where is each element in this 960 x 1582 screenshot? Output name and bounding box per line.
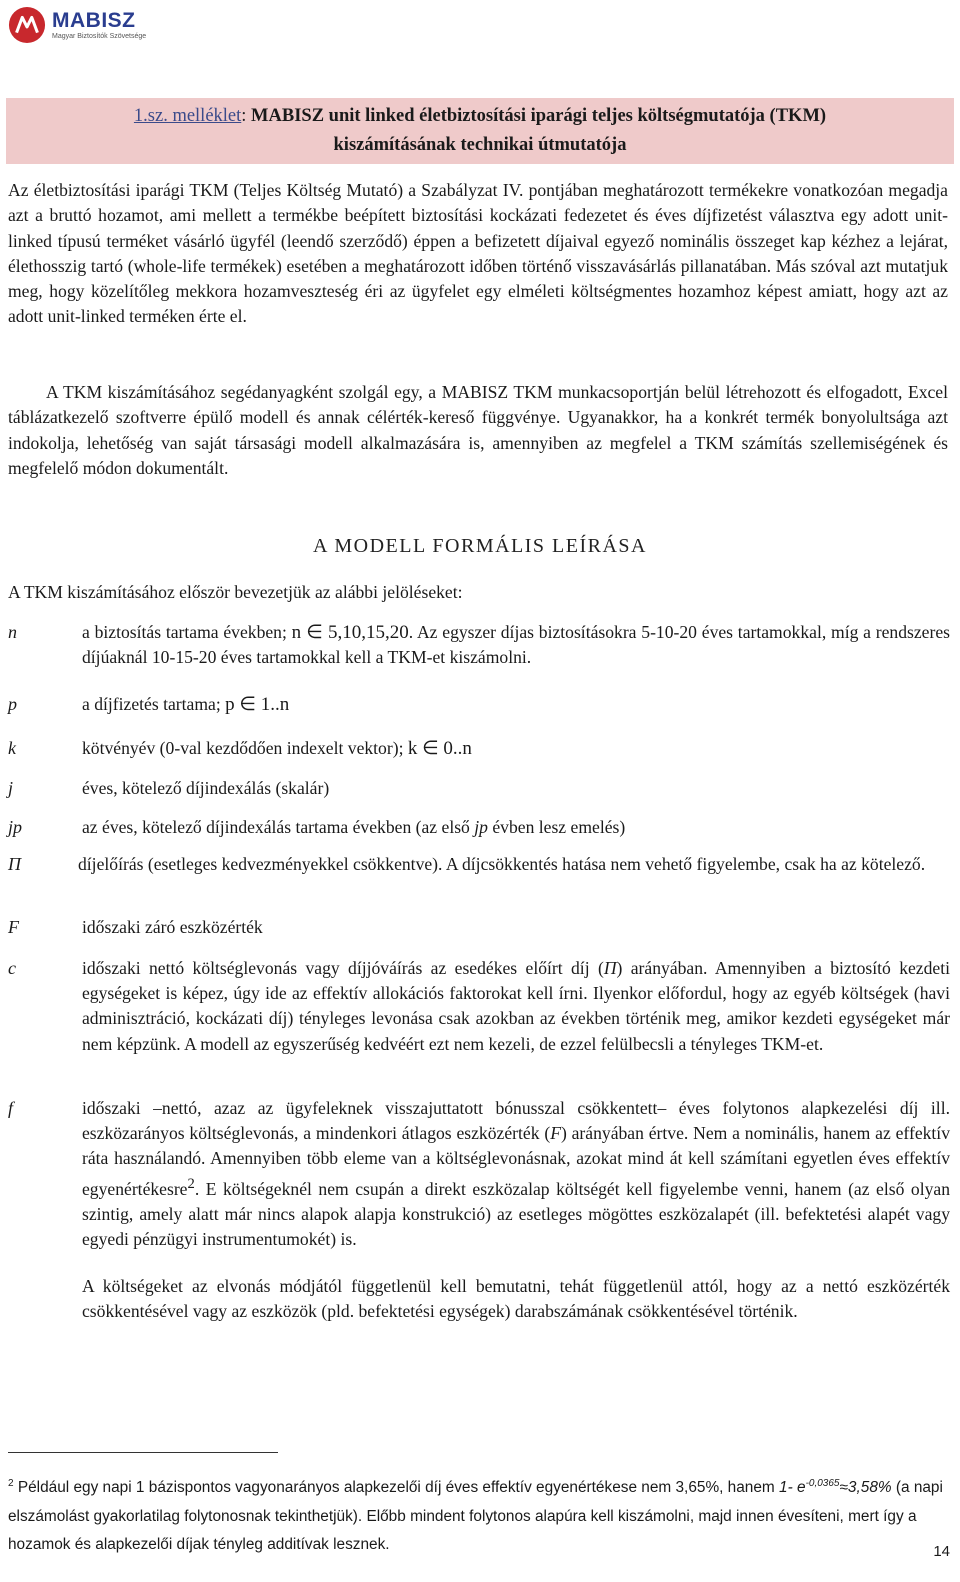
footnote-ref[interactable]: 2	[187, 1175, 195, 1192]
logo-subtitle: Magyar Biztosítók Szövetsége	[52, 32, 147, 40]
symbol-pi: Π	[8, 854, 21, 874]
def-c-text-b: ) arányában. Amennyiben a biztosító kezdeti egységeket is képez, úgy ide az effektív allokációs faktorokat kell írni. Ilyenkor előfordul, hogy az egyéb költségek (havi adminisztráció, kockázati díj) tényleges levonása csak azokban az években történik meg, amikor kezdeti egységeket már nem képzünk. A modell az egyszerűség kedvéért ezt nem kezeli, de ezzel felülbecsli a tényleges TKM-et.	[82, 958, 950, 1054]
def-f-extra: A költségeket az elvonás módjától függetlenül kell bemutatni, tehát függetlenül attól, hogy az a nettó eszközérték csökkentésével vagy az eszközök (pld. befektetési egységek) darabszámának csökkentésével történik.	[82, 1276, 950, 1322]
def-k-formula: k ∈ 0..n	[407, 738, 472, 759]
footnote-text-b: (a napi elszámolást gyakorlatilag folytonosnak tekinthetjük). Előbb mindent folytonos alapúra kell kiszámolni, majd innen évesíteni, mert így a hozamok és alapkezelői díjak tényleg additívak lesznek.	[8, 1479, 943, 1554]
symbol-k: k	[8, 738, 16, 758]
symbol-j: j	[8, 778, 14, 798]
def-c-text-a: időszaki nettó költséglevonás vagy díjjóváírás az esedékes előírt díj (	[82, 958, 604, 978]
annex-label: 1.sz. melléklet	[133, 106, 242, 126]
notation-intro: A TKM kiszámításához először bevezetjük az alábbi jelöléseket:	[8, 582, 463, 602]
def-c-italic: Π	[603, 958, 617, 978]
model-paragraph: A TKM kiszámításához segédanyagként szolgál egy, a MABISZ TKM munkacsoportján belül létrehozott és elfogadott, Excel táblázatkezelő szoftverre épülő modell és annak célérték-kereső függvénye. Ugyanakkor, ha a konkrét termék bonyolultsága azt indokolja, lehetőség van saját társasági modell alkalmazására is, amennyiben az megfelel a TKM számítás szellemiségének és megfelelő módon dokumentált.	[8, 382, 948, 478]
symbol-p: p	[8, 694, 17, 714]
mabisz-emblem-icon	[8, 6, 46, 44]
def-n-text: a biztosítás tartama években;	[82, 622, 287, 642]
title-band	[6, 98, 954, 164]
title-colon: :	[241, 106, 252, 126]
def-j-text: éves, kötelező díjindexálás (skalár)	[82, 778, 330, 798]
mabisz-logo	[8, 6, 146, 44]
def-F-text: időszaki záró eszközérték	[82, 917, 263, 937]
logo-name: MABISZ	[52, 8, 136, 32]
footnote-formula-b: ≈3,58%	[839, 1479, 892, 1497]
def-f-text-b: ) arányában értve. Nem a nominális, hanem az effektív ráta használandó. Amennyiben több eleme van a költséglevonásnak, azokat mind át kell számítani egyetlen éves effektív egyenértékesre	[82, 1123, 950, 1199]
symbol-F: F	[8, 917, 19, 937]
document-title-part2: kiszámításának technikai útmutatója	[333, 135, 627, 155]
def-n-formula: n ∈ 5,10,15,20	[291, 622, 409, 643]
def-n-rest: . Az egyszer díjas biztosításokra 5-10-20 éves tartamokkal, míg a rendszeres díjúaknál 10-15-20 éves tartamokkal kell a TKM-et kiszámolni.	[82, 622, 950, 668]
symbol-jp: jp	[8, 817, 23, 837]
def-f-text-c: . E költségeknél nem csupán a direkt eszközalap költségét kell figyelembe venni, hanem (az első olyan szintig, amely alatt már nincs alapok alapja konstrukció) az esetleges mögöttes eszközalapét (ill. befektetési alapét vagy egyedi pénzügyi instrumentumokét) is.	[82, 1178, 950, 1249]
footnote-number: 2	[8, 1478, 14, 1489]
def-jp-italic: jp	[474, 817, 488, 837]
symbol-n: n	[8, 622, 17, 642]
title-line-1	[6, 104, 954, 128]
def-k-text: kötvényév (0-val kezdődően indexelt vektor);	[82, 738, 404, 758]
symbol-c: c	[8, 958, 16, 978]
document-title-part1: MABISZ unit linked életbiztosítási iparági teljes költségmutatója (TKM)	[251, 106, 827, 126]
intro-paragraph: Az életbiztosítási iparági TKM (Teljes Költség Mutató) a Szabályzat IV. pontjában meghatározott termékekre vonatkozóan megadja azt a bruttó hozamot, ami mellett a termékbe beépített biztosítási kockázati fedezetet és éves díjfizetést választva egy adott unit-linked típusú terméket vásárló ügyfél (leendő szerződő) éppen a befizetett díjaival egyező nominális összeget kap kézhez a lejárat, élethosszig tartó (whole-life termékek) esetében a meghatározott időben történő visszavásárlás pillanatában. Más szóval azt mutatjuk meg, hogy közelítőleg mekkora hozamveszteség éri az ügyfelet egy elméleti költségmentes hozamhoz képest amiatt, hogy azt az adott unit-linked terméken érte el.	[8, 180, 948, 327]
footnote-formula-exponent: -0,0365	[805, 1478, 840, 1489]
def-jp-text-b: évben lesz emelés)	[487, 817, 626, 837]
def-f-text-a: időszaki –nettó, azaz az ügyfeleknek visszajuttatott bónusszal csökkentett– éves folytonos alapkezelési díj ill. eszközarányos költséglevonás, a mindenkori átlagos eszközérték (	[82, 1098, 950, 1144]
def-p-formula: p ∈ 1..n	[225, 694, 290, 715]
page-number: 14	[933, 1543, 950, 1560]
footnote-formula-a: 1- e	[779, 1479, 806, 1497]
def-jp-text-a: az éves, kötelező díjindexálás tartama években (az első	[82, 817, 475, 837]
symbol-f: f	[8, 1098, 14, 1118]
section-heading: A MODELL FORMÁLIS LEÍRÁSA	[313, 535, 647, 557]
footnote-text-a: Például egy napi 1 bázispontos vagyonarányos alapkezelői díj éves effektív egyenértékese nem 3,65%, hanem	[13, 1479, 780, 1497]
def-p-text: a díjfizetés tartama;	[82, 694, 221, 714]
def-f-italic: F	[550, 1123, 561, 1144]
footnote	[8, 1470, 952, 1560]
def-pi-text: díjelőírás (esetleges kedvezményekkel csökkentve). A díjcsökkentés hatása nem vehető figyelembe, csak ha az kötelező.	[78, 854, 926, 874]
footnote-divider	[8, 1452, 278, 1453]
